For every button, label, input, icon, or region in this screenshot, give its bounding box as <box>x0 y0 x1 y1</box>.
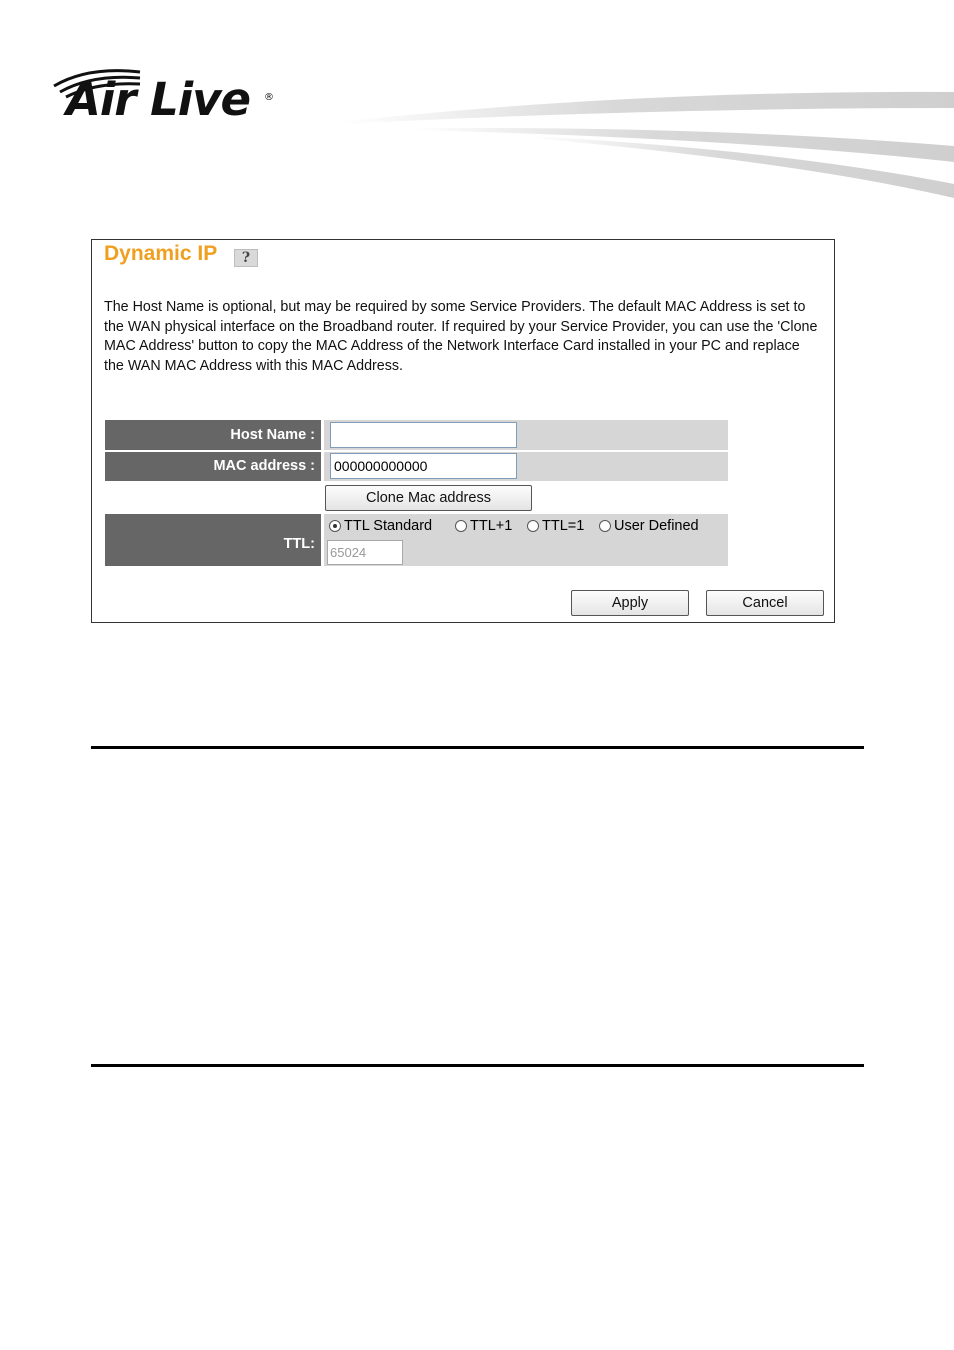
registered-mark: ® <box>264 92 274 103</box>
help-icon[interactable]: ? <box>234 249 258 267</box>
host-name-label: Host Name : <box>105 420 321 450</box>
page-title: Dynamic IP <box>104 242 218 265</box>
ttl-option-equals-one[interactable] <box>527 518 584 534</box>
ttl-cell <box>324 514 728 566</box>
logo-wordmark: Air Live <box>66 73 251 126</box>
host-name-cell <box>324 420 728 450</box>
section-divider <box>91 1064 864 1067</box>
mac-address-cell <box>324 452 728 481</box>
ttl-label: TTL: <box>105 514 321 566</box>
clone-mac-button[interactable]: Clone Mac address <box>325 485 532 511</box>
dynamic-ip-panel <box>91 239 835 623</box>
cancel-button[interactable]: Cancel <box>706 590 824 616</box>
ttl-option-plus-one[interactable] <box>455 518 512 534</box>
section-divider <box>91 746 864 749</box>
radio-checked-icon[interactable] <box>329 520 341 532</box>
mac-address-input[interactable] <box>330 453 517 479</box>
ttl-option-label: TTL=1 <box>542 518 585 534</box>
ttl-option-label: TTL Standard <box>344 518 433 534</box>
apply-button[interactable]: Apply <box>571 590 689 616</box>
header-banner-swoosh <box>330 80 954 200</box>
airlive-logo <box>48 62 288 130</box>
ttl-option-user-defined[interactable] <box>599 518 699 534</box>
ttl-option-label: TTL+1 <box>470 518 513 534</box>
host-name-input[interactable] <box>330 422 517 448</box>
radio-unchecked-icon[interactable] <box>455 520 467 532</box>
page-description: The Host Name is optional, but may be required by some Service Providers. The default MAC Address is set to the WAN physical interface on the Broadband router. If required by your Service Provider, you can use the 'Clone MAC Address' button to copy the MAC Address of the Network Interface Card installed in your PC and replace the WAN MAC Address with this MAC Address. <box>104 299 818 374</box>
ttl-value-input <box>327 540 403 565</box>
ttl-option-standard[interactable] <box>329 518 432 534</box>
ttl-option-label: User Defined <box>614 518 699 534</box>
radio-unchecked-icon[interactable] <box>527 520 539 532</box>
mac-address-label: MAC address : <box>105 452 321 481</box>
radio-unchecked-icon[interactable] <box>599 520 611 532</box>
